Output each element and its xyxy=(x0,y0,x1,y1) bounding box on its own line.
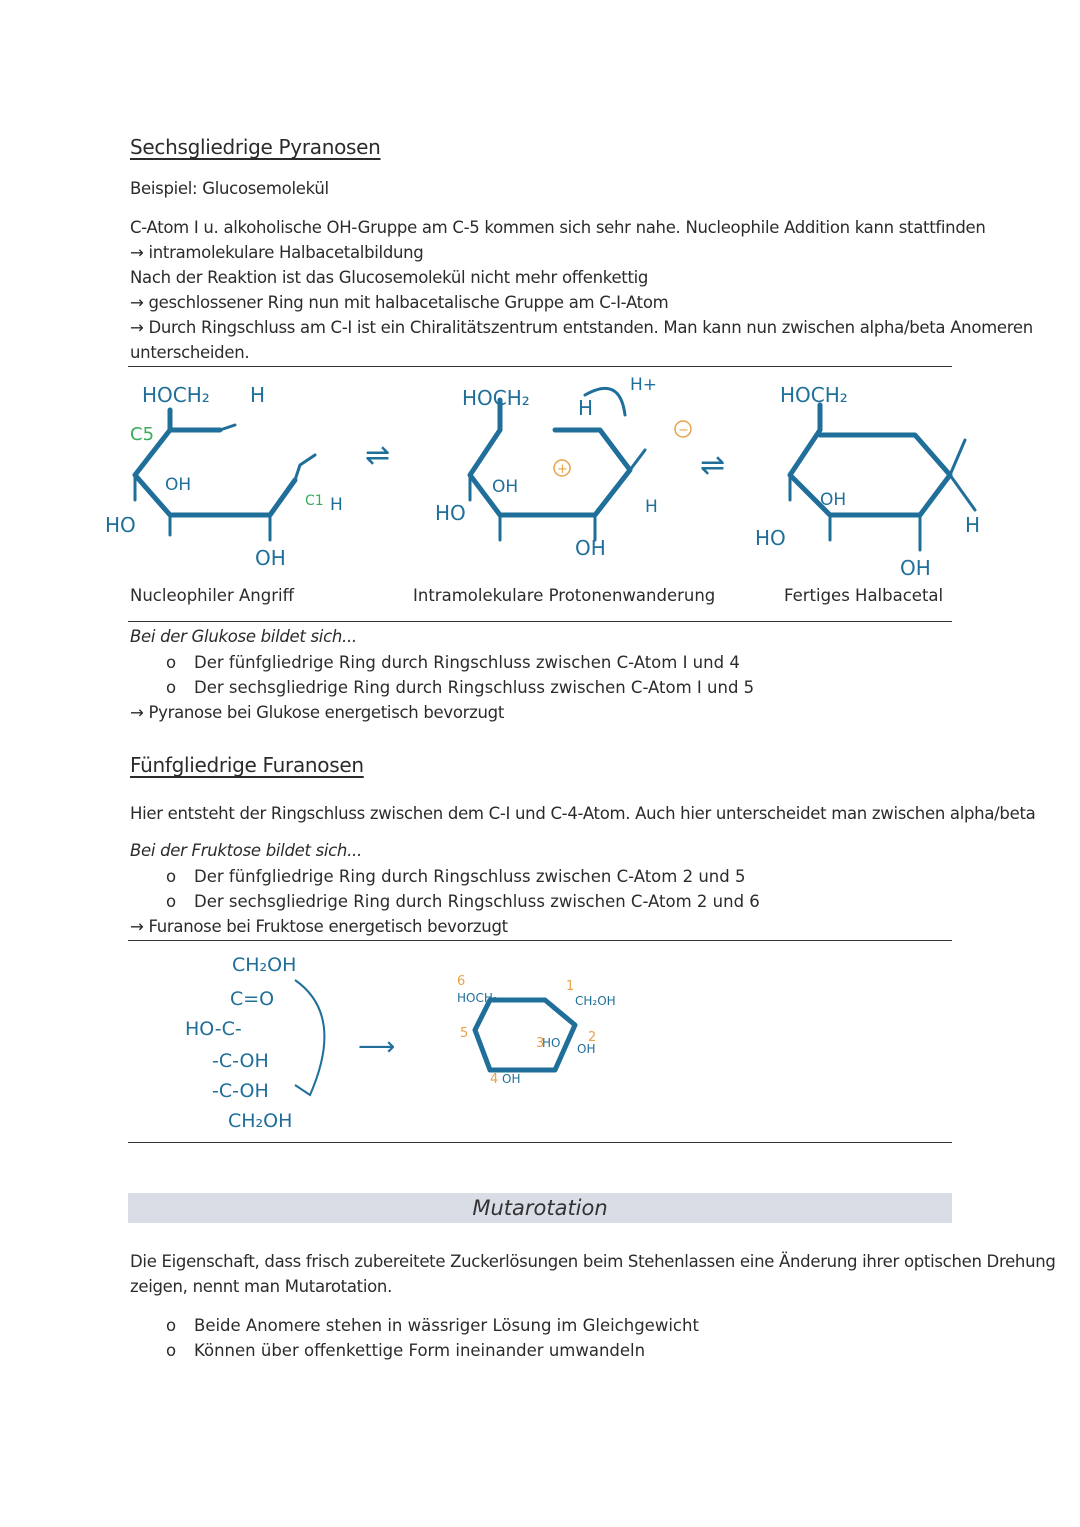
ring-n3: 3 xyxy=(536,1036,545,1051)
glucose-conclusion: → Pyranose bei Glukose energetisch bevorzugt xyxy=(130,703,504,722)
divider xyxy=(128,621,952,622)
ring-n2: 2 xyxy=(588,1030,597,1045)
ring-oh4: OH xyxy=(502,1072,521,1086)
label-ho-b: HO xyxy=(435,501,466,525)
label-oh-c: OH xyxy=(820,490,847,510)
list-item: o Der fünfgliedrige Ring durch Ringschluss zwischen C-Atom 2 und 5 xyxy=(166,867,746,886)
mutarotation-text-2: zeigen, nennt man Mutarotation. xyxy=(130,1277,393,1296)
ring-ch2oh: CH₂OH xyxy=(575,994,616,1008)
label-hoch2-b: HOCH₂ xyxy=(462,386,530,410)
label-h-a: H xyxy=(330,495,343,515)
text-line-6: unterscheiden. xyxy=(130,343,250,362)
list-item: o Der sechsgliedrige Ring durch Ringschluss zwischen C-Atom I und 5 xyxy=(166,678,755,697)
ring-hoch2: HOCH₂ xyxy=(457,991,498,1005)
label-h-b: H xyxy=(578,396,594,420)
caption-protonenwanderung: Intramolekulare Protonenwanderung xyxy=(413,586,716,605)
divider xyxy=(128,940,952,941)
list-item: o Beide Anomere stehen in wässriger Lösung im Gleichgewicht xyxy=(166,1316,699,1335)
ring-oh: OH xyxy=(577,1042,596,1056)
reaction-arrow: ⟶ xyxy=(358,1032,396,1062)
example-line: Beispiel: Glucosemolekül xyxy=(130,179,329,198)
chain-co: C=O xyxy=(230,988,275,1010)
text-line-2: → intramolekulare Halbacetalbildung xyxy=(130,243,424,262)
label-h-c: H xyxy=(965,513,981,537)
label-oh-b: OH xyxy=(492,477,519,497)
ring-n4: 4 xyxy=(490,1072,499,1087)
fructose-diagram xyxy=(170,945,650,1140)
ring-n1: 1 xyxy=(566,979,575,994)
label-ho-c: HO xyxy=(755,526,786,550)
text-line-4: → geschlossener Ring nun mit halbacetalische Gruppe am C-I-Atom xyxy=(130,293,669,312)
heading-pyranosen: Sechsgliedrige Pyranosen xyxy=(130,135,381,159)
equilibrium-arrow-1: ⇌ xyxy=(365,438,391,473)
pyranose-ring-mid xyxy=(470,400,630,515)
text-line-3: Nach der Reaktion ist das Glucosemolekül nicht mehr offenkettig xyxy=(130,268,649,287)
ring-n6: 6 xyxy=(457,974,466,989)
caption-halbacetal: Fertiges Halbacetal xyxy=(784,586,944,605)
label-oh-a: OH xyxy=(165,475,192,495)
pyranose-ring-open xyxy=(135,410,295,515)
label-ho-a: HO xyxy=(105,513,136,537)
fructose-conclusion: → Furanose bei Fruktose energetisch bevorzugt xyxy=(130,917,508,936)
furanose-text: Hier entsteht der Ringschluss zwischen dem C-I und C-4-Atom. Auch hier unterscheidet man zwischen alpha/beta xyxy=(130,804,1036,823)
list-item: o Der sechsgliedrige Ring durch Ringschluss zwischen C-Atom 2 und 6 xyxy=(166,892,760,911)
chain-coh-2: -C-OH xyxy=(212,1080,269,1102)
mutarotation-title: Mutarotation xyxy=(472,1196,608,1220)
chain-coh-1: -C-OH xyxy=(212,1050,269,1072)
plus-charge: + xyxy=(557,462,568,477)
ring-n5: 5 xyxy=(460,1026,469,1041)
mutarotation-text-1: Die Eigenschaft, dass frisch zubereitete Zuckerlösungen beim Stehenlassen eine Änderung ihrer optischen Drehung xyxy=(130,1252,1056,1271)
chain-ch2oh-bottom: CH₂OH xyxy=(228,1110,293,1132)
label-h-b2: H xyxy=(645,497,658,517)
label-hoch2-c: HOCH₂ xyxy=(780,383,848,407)
text-line-1: C-Atom I u. alkoholische OH-Gruppe am C-5 kommen sich sehr nahe. Nucleophile Addition kann stattfinden xyxy=(130,218,986,237)
glucose-mechanism-diagram xyxy=(100,370,1000,585)
heading-furanosen: Fünfgliedrige Furanosen xyxy=(130,753,364,777)
label-h-top: H xyxy=(250,383,266,407)
mutarotation-banner xyxy=(128,1193,952,1223)
label-hplus: H+ xyxy=(630,375,658,395)
list-item: o Der fünfgliedrige Ring durch Ringschluss zwischen C-Atom I und 4 xyxy=(166,653,740,672)
label-hoch2-a: HOCH₂ xyxy=(142,383,210,407)
label-c1: C1 xyxy=(305,493,324,509)
ring-ho: HO xyxy=(542,1036,561,1050)
equilibrium-arrow-2: ⇌ xyxy=(700,448,726,483)
list-item: o Können über offenkettige Form ineinander umwandeln xyxy=(166,1341,646,1360)
chain-hoc: HO-C- xyxy=(185,1018,242,1040)
label-c5: C5 xyxy=(130,424,155,445)
glucose-intro: Bei der Glukose bildet sich... xyxy=(130,627,357,646)
label-oh-bottom-a: OH xyxy=(255,546,286,570)
divider xyxy=(128,366,952,367)
fructose-intro: Bei der Fruktose bildet sich... xyxy=(130,841,362,860)
minus-charge: − xyxy=(678,423,689,438)
divider xyxy=(128,1142,952,1143)
chain-ch2oh-top: CH₂OH xyxy=(232,954,297,976)
pyranose-ring-closed xyxy=(790,405,950,515)
text-line-5: → Durch Ringschluss am C-I ist ein Chiralitätszentrum entstanden. Man kann nun zwischen alpha/beta Anomeren xyxy=(130,318,1033,337)
label-oh-bottom-c: OH xyxy=(900,556,931,580)
label-oh-bottom-b: OH xyxy=(575,536,606,560)
caption-nucleophiler-angriff: Nucleophiler Angriff xyxy=(130,586,294,605)
